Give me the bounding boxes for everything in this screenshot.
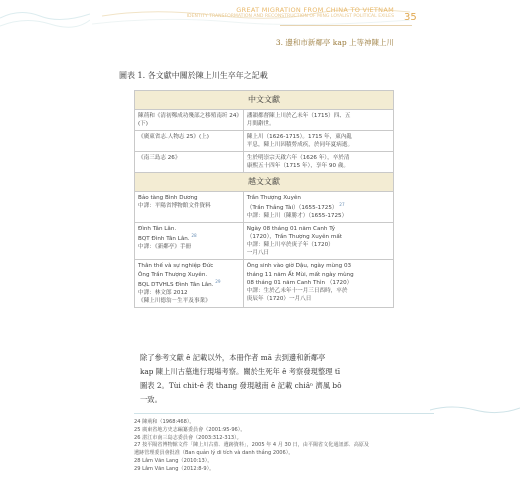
detail-cell [243,152,393,173]
source-cell [135,191,244,222]
detail-line: Ngày 08 tháng 01 năm Canh Tý [246,226,336,233]
footnote: 27 按平陽省博物館文件「陳上川古墓．遺跡資料」，2005 年 4 月 30 日，由平陽省文化通訊部．高原及 [134,442,369,449]
table-row [135,152,394,173]
detail-cell [243,191,393,222]
detail-cell [243,130,393,151]
table-row [135,130,394,151]
source-text: BQT Đình Tân Lân. [138,236,190,242]
footnote-ref[interactable]: 29 [215,278,221,284]
table-row [135,191,394,222]
detail-line: 平息，陳上川因積勞成疾，於同年夏病逝。 [246,141,354,148]
records-table [134,90,394,308]
paragraph-line: 圖表 2。Tùi chit-ê 表 thang 發現越南 ê 記載 chiâⁿ 濟風 bô [140,381,342,390]
detail-cell [243,109,393,130]
source-cell [135,223,244,260]
source-line: 中譯：林文郎 2012 [138,289,188,296]
source-cell [135,152,244,173]
paragraph-line: 除了參考文獻 ê 記載以外，本冊作者 mā 去到邊和新鄰亭 [140,353,326,362]
detail-line: 中譯：陳上川（陳勝才）（1655-1725） [246,212,348,219]
detail-line: Trần Thượng Xuyên [246,194,301,201]
footer-decoration [430,402,520,416]
footnote: 25 廣東省地方史志編纂委員會（2001:95-96）。 [134,426,246,433]
source-text: 陳荊和《清初鄭成功殘部之移殖南圻 24》(下) [138,112,240,127]
detail-line: 生於明崇宗天啟六年（1626 年），卒於清 [246,155,350,162]
footnote: 24 陳荊和（1968:468）。 [134,419,195,425]
footnote: 28 Lâm Văn Lang（2010:13）。 [134,457,213,464]
detail-line: 康熙五十四年（1715 年），享年 90 歲。 [246,163,349,170]
source-text: BQL DTVHLS Đình Tân Lân. [138,281,214,288]
detail-line: （1720），Trần Thượng Xuyên mất [246,234,342,241]
paragraph-line: 一致。 [140,395,162,404]
detail-line: tháng 11 năm Ất Mùi, mất ngày mùng [246,271,354,278]
book-subtitle: IDENTITY TRANSFORMATION AND RECONSTRUCTION OF MING LOYALIST POLITICAL EXILES [186,14,394,19]
source-cell [135,260,244,307]
chinese-section-header: 中文文獻 [135,91,394,110]
viet-section-header: 越文文獻 [135,173,394,192]
detail-line: 陳上川（1626-1715）。1715 年，東內亂 [246,133,353,140]
header-decoration-left [0,0,90,50]
source-cell [135,109,244,130]
footnote-ref[interactable]: 28 [191,233,197,239]
source-line: 《陳上川德翁－生平及事業》 [138,297,211,304]
detail-line: 庚辰年（1720）一月八日 [246,295,312,302]
table-row [135,109,394,130]
page-number: 35 [404,12,417,23]
section-heading: 3. 邊和市新鄰亭 kap 上等神陳上川 [275,38,394,47]
body-paragraph [140,351,396,407]
table-caption: 圖表 1. 各文獻中關於陳上川生卒年之記載 [119,71,268,80]
footnote: 26 湛江市南三島志委員會（2003:312-313）。 [134,434,242,441]
source-line: 中譯：平陽省博物館文件資料 [138,202,211,209]
footnote: 遺跡管理委員會批准（Ban quản lý di tích và danh thắng 2006）。 [134,450,294,457]
header-rule [280,25,412,26]
footnote-ref[interactable]: 27 [339,201,345,207]
source-line: Đình Tân Lân. [138,226,177,233]
detail-line: 中譯：陳上川卒於庚子年（1720） [246,242,334,249]
source-text: 《南三島志 26》 [138,155,181,162]
detail-text: （Trần Thắng Tài）（1655-1725） [246,204,338,211]
book-title: GREAT MIGRATION FROM CHINA TO VIETNAM [236,6,394,14]
table-row [135,223,394,260]
detail-cell [243,260,393,307]
source-text: 《廣東省志.人物志 25》(上) [138,133,209,140]
source-line: Ông Trần Thượng Xuyên. [138,271,208,278]
footnote: 29 Lâm Văn Lang（2012:8-9）。 [134,465,215,472]
source-line [138,233,240,243]
source-cell [135,130,244,151]
source-line: Thân thế và sự nghiệp Đức [138,263,214,270]
paragraph-line: kap 陳上川古墓進行現場考察。關於生死年 ê 考察發現整理 tī [140,367,341,376]
source-line: Bảo tàng Bình Dương [138,194,198,201]
footnote-rule [134,413,434,414]
detail-cell [243,223,393,260]
source-line [138,279,240,289]
detail-line: Ông sinh vào giờ Dậu, ngày mùng 03 [246,263,352,270]
footnotes [134,419,396,474]
detail-line [247,202,390,212]
table-row [135,260,394,307]
detail-line: 一月八日 [246,250,270,257]
detail-line: 月間辭世。 [246,120,275,127]
source-line: 中譯：《新鄰亭》手冊 [138,244,192,251]
detail-line: 08 tháng 01 năm Canh Thìn （1720） [246,279,353,286]
detail-line: 潘韻都督陳上川於乙未年（1715）四、五 [246,112,351,119]
detail-line: 中譯：生於乙未年十一月三日酉時，卒於 [246,287,348,294]
